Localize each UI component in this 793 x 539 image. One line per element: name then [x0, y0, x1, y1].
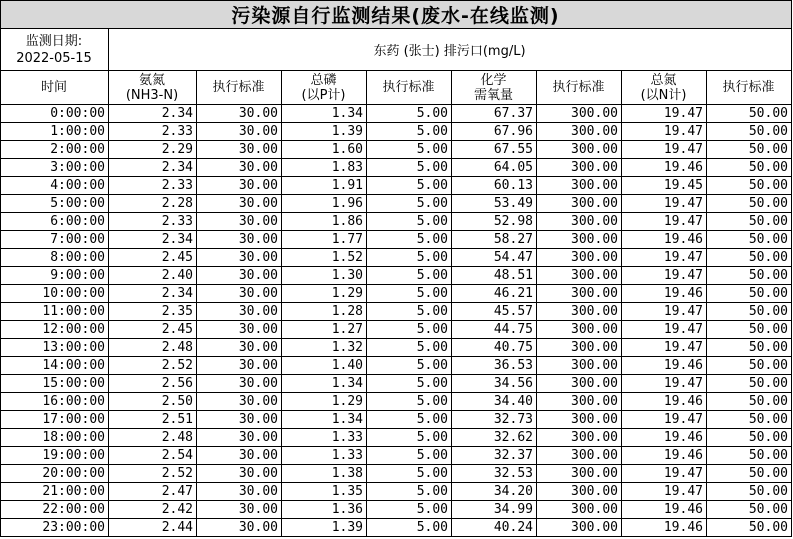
cod-std-cell: 300.00	[537, 303, 622, 321]
table-row	[1, 411, 792, 429]
tn-std-cell: 50.00	[707, 411, 792, 429]
tn-std-cell: 50.00	[707, 357, 792, 375]
tn-std-cell: 50.00	[707, 321, 792, 339]
table-row	[1, 105, 792, 123]
cod-std-cell: 300.00	[537, 339, 622, 357]
tp-cell: 1.39	[282, 123, 367, 141]
tn-std-cell: 50.00	[707, 339, 792, 357]
table-row	[1, 285, 792, 303]
tn-std-cell: 50.00	[707, 213, 792, 231]
time-cell: 20:00:00	[1, 465, 109, 483]
tp-cell: 1.32	[282, 339, 367, 357]
nh3-std-cell: 30.00	[197, 321, 282, 339]
tp-cell: 1.29	[282, 285, 367, 303]
tp-std-cell: 5.00	[367, 339, 452, 357]
nh3-cell: 2.33	[109, 177, 197, 195]
time-cell: 12:00:00	[1, 321, 109, 339]
col-cod-std-header: 执行标准	[537, 71, 622, 105]
nh3-cell: 2.28	[109, 195, 197, 213]
time-cell: 8:00:00	[1, 249, 109, 267]
nh3-std-cell: 30.00	[197, 411, 282, 429]
cod-std-cell: 300.00	[537, 429, 622, 447]
nh3-cell: 2.33	[109, 213, 197, 231]
table-row	[1, 303, 792, 321]
tn-header-line2: (以N计)	[640, 87, 687, 103]
date-value: 2022-05-15	[16, 50, 92, 66]
tn-cell: 19.47	[622, 375, 707, 393]
cod-cell: 32.53	[452, 465, 537, 483]
table-row	[1, 483, 792, 501]
col-nh3-header	[109, 71, 197, 105]
tp-std-cell: 5.00	[367, 411, 452, 429]
tp-cell: 1.83	[282, 159, 367, 177]
table-row	[1, 123, 792, 141]
nh3-std-cell: 30.00	[197, 159, 282, 177]
table-row	[1, 447, 792, 465]
tp-std-cell: 5.00	[367, 375, 452, 393]
nh3-cell: 2.35	[109, 303, 197, 321]
tp-std-cell: 5.00	[367, 501, 452, 519]
tn-cell: 19.46	[622, 159, 707, 177]
time-cell: 6:00:00	[1, 213, 109, 231]
cod-cell: 45.57	[452, 303, 537, 321]
table-row	[1, 231, 792, 249]
nh3-cell: 2.44	[109, 519, 197, 537]
table-row	[1, 267, 792, 285]
time-cell: 2:00:00	[1, 141, 109, 159]
nh3-std-cell: 30.00	[197, 141, 282, 159]
col-tp-header	[282, 71, 367, 105]
table-row	[1, 357, 792, 375]
time-cell: 7:00:00	[1, 231, 109, 249]
tn-cell: 19.45	[622, 177, 707, 195]
time-cell: 14:00:00	[1, 357, 109, 375]
table-row	[1, 501, 792, 519]
tn-std-cell: 50.00	[707, 177, 792, 195]
tp-std-cell: 5.00	[367, 303, 452, 321]
cod-cell: 60.13	[452, 177, 537, 195]
cod-std-cell: 300.00	[537, 285, 622, 303]
tn-std-cell: 50.00	[707, 465, 792, 483]
tp-std-cell: 5.00	[367, 195, 452, 213]
tn-cell: 19.47	[622, 123, 707, 141]
tn-std-cell: 50.00	[707, 231, 792, 249]
nh3-cell: 2.33	[109, 123, 197, 141]
table-row	[1, 159, 792, 177]
nh3-cell: 2.42	[109, 501, 197, 519]
col-tn-std-header: 执行标准	[707, 71, 792, 105]
tp-cell: 1.39	[282, 519, 367, 537]
nh3-header-line2: (NH3-N)	[125, 87, 179, 103]
tp-cell: 1.77	[282, 231, 367, 249]
tn-std-cell: 50.00	[707, 393, 792, 411]
tn-std-cell: 50.00	[707, 141, 792, 159]
nh3-cell: 2.48	[109, 339, 197, 357]
table-row	[1, 195, 792, 213]
tn-cell: 19.46	[622, 519, 707, 537]
cod-cell: 53.49	[452, 195, 537, 213]
date-cell	[1, 29, 109, 71]
cod-cell: 52.98	[452, 213, 537, 231]
tp-std-cell: 5.00	[367, 213, 452, 231]
tp-cell: 1.38	[282, 465, 367, 483]
tp-cell: 1.33	[282, 429, 367, 447]
nh3-std-cell: 30.00	[197, 231, 282, 249]
nh3-cell: 2.54	[109, 447, 197, 465]
time-cell: 23:00:00	[1, 519, 109, 537]
nh3-std-cell: 30.00	[197, 429, 282, 447]
tp-header-line1: 总磷	[310, 72, 337, 88]
tn-cell: 19.47	[622, 267, 707, 285]
nh3-cell: 2.45	[109, 321, 197, 339]
nh3-std-cell: 30.00	[197, 447, 282, 465]
tp-cell: 1.52	[282, 249, 367, 267]
cod-std-cell: 300.00	[537, 411, 622, 429]
time-cell: 5:00:00	[1, 195, 109, 213]
col-time-header: 时间	[1, 71, 109, 105]
tn-std-cell: 50.00	[707, 519, 792, 537]
tp-std-cell: 5.00	[367, 357, 452, 375]
tn-cell: 19.46	[622, 501, 707, 519]
tn-std-cell: 50.00	[707, 375, 792, 393]
cod-std-cell: 300.00	[537, 123, 622, 141]
table-row	[1, 141, 792, 159]
table-row	[1, 465, 792, 483]
tp-header-line2: (以P计)	[301, 87, 346, 103]
nh3-cell: 2.51	[109, 411, 197, 429]
cod-cell: 46.21	[452, 285, 537, 303]
tp-std-cell: 5.00	[367, 447, 452, 465]
table-row	[1, 213, 792, 231]
tp-cell: 1.96	[282, 195, 367, 213]
nh3-cell: 2.40	[109, 267, 197, 285]
tp-cell: 1.35	[282, 483, 367, 501]
table-row	[1, 339, 792, 357]
tn-cell: 19.47	[622, 483, 707, 501]
nh3-cell: 2.52	[109, 357, 197, 375]
tp-std-cell: 5.00	[367, 465, 452, 483]
nh3-std-cell: 30.00	[197, 285, 282, 303]
tp-std-cell: 5.00	[367, 393, 452, 411]
tp-std-cell: 5.00	[367, 519, 452, 537]
cod-cell: 40.75	[452, 339, 537, 357]
tn-std-cell: 50.00	[707, 447, 792, 465]
cod-std-cell: 300.00	[537, 447, 622, 465]
tp-cell: 1.27	[282, 321, 367, 339]
time-cell: 0:00:00	[1, 105, 109, 123]
time-cell: 11:00:00	[1, 303, 109, 321]
tn-std-cell: 50.00	[707, 303, 792, 321]
tp-std-cell: 5.00	[367, 483, 452, 501]
tp-std-cell: 5.00	[367, 249, 452, 267]
nh3-cell: 2.34	[109, 159, 197, 177]
tn-cell: 19.46	[622, 429, 707, 447]
tn-std-cell: 50.00	[707, 195, 792, 213]
table-body	[1, 105, 792, 537]
cod-cell: 34.99	[452, 501, 537, 519]
cod-cell: 34.40	[452, 393, 537, 411]
cod-std-cell: 300.00	[537, 501, 622, 519]
cod-std-cell: 300.00	[537, 213, 622, 231]
time-cell: 13:00:00	[1, 339, 109, 357]
tp-cell: 1.33	[282, 447, 367, 465]
table-row	[1, 393, 792, 411]
cod-cell: 36.53	[452, 357, 537, 375]
tp-std-cell: 5.00	[367, 159, 452, 177]
cod-std-cell: 300.00	[537, 375, 622, 393]
nh3-std-cell: 30.00	[197, 357, 282, 375]
cod-cell: 48.51	[452, 267, 537, 285]
nh3-std-cell: 30.00	[197, 501, 282, 519]
tn-cell: 19.47	[622, 213, 707, 231]
tp-std-cell: 5.00	[367, 105, 452, 123]
nh3-std-cell: 30.00	[197, 483, 282, 501]
tn-cell: 19.47	[622, 303, 707, 321]
table-row	[1, 321, 792, 339]
cod-cell: 34.56	[452, 375, 537, 393]
col-tn-header	[622, 71, 707, 105]
cod-std-cell: 300.00	[537, 231, 622, 249]
table-row	[1, 519, 792, 537]
tp-cell: 1.34	[282, 411, 367, 429]
nh3-cell: 2.45	[109, 249, 197, 267]
nh3-std-cell: 30.00	[197, 465, 282, 483]
tp-std-cell: 5.00	[367, 123, 452, 141]
tn-std-cell: 50.00	[707, 285, 792, 303]
time-cell: 17:00:00	[1, 411, 109, 429]
tp-cell: 1.30	[282, 267, 367, 285]
tp-cell: 1.40	[282, 357, 367, 375]
page-title: 污染源自行监测结果(废水-在线监测)	[1, 1, 792, 29]
tn-cell: 19.47	[622, 465, 707, 483]
cod-cell: 67.96	[452, 123, 537, 141]
nh3-std-cell: 30.00	[197, 213, 282, 231]
cod-std-cell: 300.00	[537, 321, 622, 339]
nh3-cell: 2.47	[109, 483, 197, 501]
tn-std-cell: 50.00	[707, 267, 792, 285]
cod-cell: 44.75	[452, 321, 537, 339]
tn-std-cell: 50.00	[707, 105, 792, 123]
cod-std-cell: 300.00	[537, 249, 622, 267]
cod-std-cell: 300.00	[537, 267, 622, 285]
cod-std-cell: 300.00	[537, 483, 622, 501]
nh3-std-cell: 30.00	[197, 249, 282, 267]
cod-header-line1: 化学	[480, 72, 507, 88]
tn-cell: 19.46	[622, 231, 707, 249]
time-cell: 9:00:00	[1, 267, 109, 285]
nh3-std-cell: 30.00	[197, 375, 282, 393]
cod-cell: 32.62	[452, 429, 537, 447]
time-cell: 22:00:00	[1, 501, 109, 519]
nh3-cell: 2.29	[109, 141, 197, 159]
nh3-cell: 2.34	[109, 231, 197, 249]
tn-cell: 19.47	[622, 411, 707, 429]
tn-cell: 19.47	[622, 195, 707, 213]
cod-std-cell: 300.00	[537, 141, 622, 159]
nh3-std-cell: 30.00	[197, 339, 282, 357]
cod-cell: 67.37	[452, 105, 537, 123]
table-row	[1, 375, 792, 393]
time-cell: 10:00:00	[1, 285, 109, 303]
cod-cell: 67.55	[452, 141, 537, 159]
nh3-header-line1: 氨氮	[138, 72, 165, 88]
column-header-row	[1, 71, 792, 105]
tn-cell: 19.47	[622, 321, 707, 339]
cod-cell: 32.37	[452, 447, 537, 465]
col-nh3-std-header: 执行标准	[197, 71, 282, 105]
cod-std-cell: 300.00	[537, 393, 622, 411]
nh3-std-cell: 30.00	[197, 303, 282, 321]
nh3-cell: 2.50	[109, 393, 197, 411]
cod-std-cell: 300.00	[537, 465, 622, 483]
tn-cell: 19.46	[622, 285, 707, 303]
nh3-cell: 2.34	[109, 285, 197, 303]
tp-cell: 1.34	[282, 105, 367, 123]
time-cell: 4:00:00	[1, 177, 109, 195]
tp-cell: 1.86	[282, 213, 367, 231]
cod-cell: 40.24	[452, 519, 537, 537]
nh3-std-cell: 30.00	[197, 393, 282, 411]
cod-std-cell: 300.00	[537, 159, 622, 177]
nh3-std-cell: 30.00	[197, 519, 282, 537]
tp-std-cell: 5.00	[367, 267, 452, 285]
nh3-std-cell: 30.00	[197, 177, 282, 195]
tn-std-cell: 50.00	[707, 483, 792, 501]
tp-cell: 1.28	[282, 303, 367, 321]
tp-std-cell: 5.00	[367, 285, 452, 303]
tp-std-cell: 5.00	[367, 177, 452, 195]
tp-cell: 1.29	[282, 393, 367, 411]
tn-cell: 19.46	[622, 357, 707, 375]
tp-cell: 1.60	[282, 141, 367, 159]
col-tp-std-header: 执行标准	[367, 71, 452, 105]
tn-std-cell: 50.00	[707, 429, 792, 447]
tn-cell: 19.47	[622, 141, 707, 159]
tn-cell: 19.46	[622, 393, 707, 411]
tp-std-cell: 5.00	[367, 429, 452, 447]
cod-std-cell: 300.00	[537, 177, 622, 195]
nh3-cell: 2.52	[109, 465, 197, 483]
tp-std-cell: 5.00	[367, 231, 452, 249]
nh3-std-cell: 30.00	[197, 123, 282, 141]
cod-std-cell: 300.00	[537, 357, 622, 375]
tn-std-cell: 50.00	[707, 501, 792, 519]
tn-cell: 19.47	[622, 339, 707, 357]
date-label: 监测日期:	[25, 33, 83, 49]
cod-cell: 54.47	[452, 249, 537, 267]
nh3-std-cell: 30.00	[197, 267, 282, 285]
tp-cell: 1.91	[282, 177, 367, 195]
nh3-std-cell: 30.00	[197, 105, 282, 123]
tn-cell: 19.47	[622, 105, 707, 123]
cod-cell: 34.20	[452, 483, 537, 501]
tn-std-cell: 50.00	[707, 123, 792, 141]
time-cell: 18:00:00	[1, 429, 109, 447]
time-cell: 1:00:00	[1, 123, 109, 141]
cod-std-cell: 300.00	[537, 105, 622, 123]
cod-cell: 58.27	[452, 231, 537, 249]
nh3-cell: 2.56	[109, 375, 197, 393]
tn-std-cell: 50.00	[707, 249, 792, 267]
cod-std-cell: 300.00	[537, 519, 622, 537]
nh3-std-cell: 30.00	[197, 195, 282, 213]
time-cell: 16:00:00	[1, 393, 109, 411]
table-row	[1, 177, 792, 195]
cod-std-cell: 300.00	[537, 195, 622, 213]
cod-header-line2: 需氧量	[473, 87, 513, 103]
time-cell: 15:00:00	[1, 375, 109, 393]
tp-cell: 1.36	[282, 501, 367, 519]
table-row	[1, 429, 792, 447]
tn-header-line1: 总氮	[650, 72, 677, 88]
nh3-cell: 2.48	[109, 429, 197, 447]
tp-std-cell: 5.00	[367, 141, 452, 159]
time-cell: 19:00:00	[1, 447, 109, 465]
time-cell: 21:00:00	[1, 483, 109, 501]
cod-cell: 32.73	[452, 411, 537, 429]
station-name: 东药 (张士) 排污口(mg/L)	[109, 29, 792, 71]
tn-std-cell: 50.00	[707, 159, 792, 177]
table-row	[1, 249, 792, 267]
col-cod-header	[452, 71, 537, 105]
tp-cell: 1.34	[282, 375, 367, 393]
nh3-cell: 2.34	[109, 105, 197, 123]
tn-cell: 19.47	[622, 249, 707, 267]
time-cell: 3:00:00	[1, 159, 109, 177]
cod-cell: 64.05	[452, 159, 537, 177]
tn-cell: 19.46	[622, 447, 707, 465]
tp-std-cell: 5.00	[367, 321, 452, 339]
